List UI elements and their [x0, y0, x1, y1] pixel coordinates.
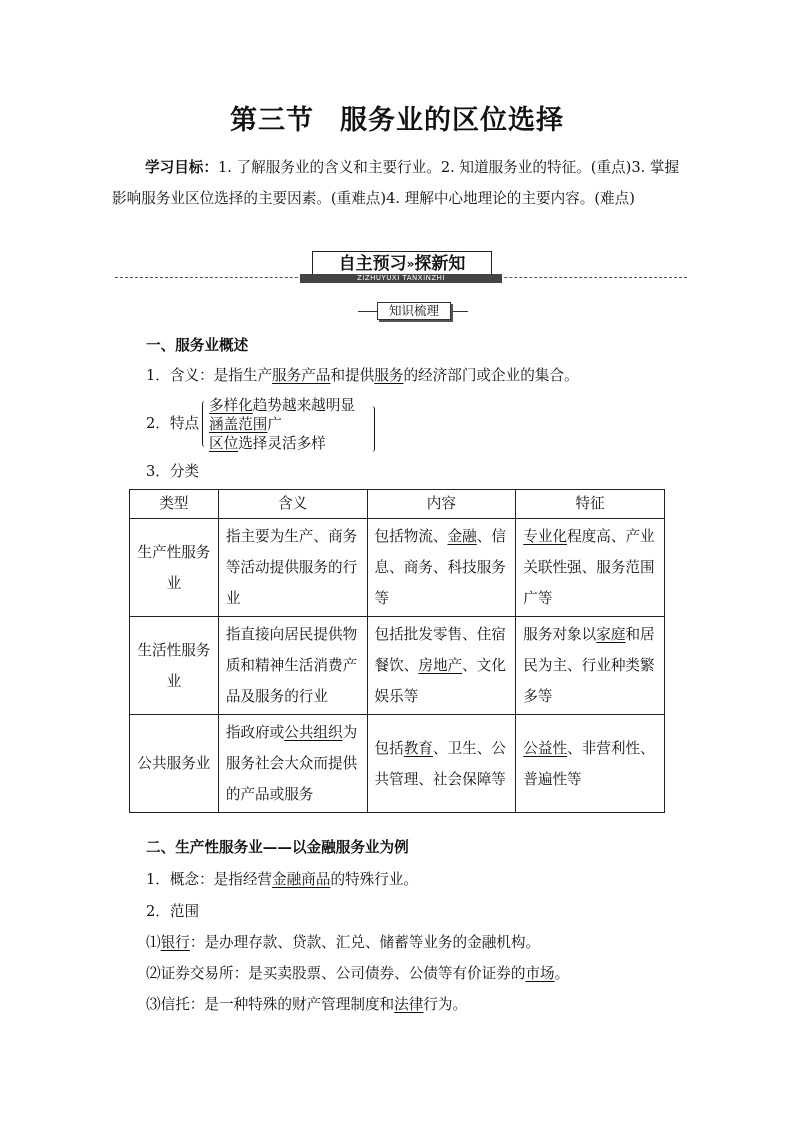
cell-type: 公共服务业 — [130, 715, 219, 813]
cell-feature — [516, 715, 665, 813]
range-label: 2．范围 — [146, 903, 200, 920]
range-num: ⑴ — [146, 934, 161, 951]
meaning-mid: 和提供 — [330, 367, 375, 384]
meaning-blank: 公共组织 — [284, 724, 343, 741]
meaning-post: 为服务社会大众而提供的产品或服务 — [225, 724, 358, 803]
feature-rest: 广 — [267, 416, 282, 433]
range-item-bank — [146, 931, 540, 952]
feature-pre: 服务对象以 — [523, 626, 597, 643]
objectives-label: 学习目标： — [145, 159, 218, 176]
classification-table — [129, 489, 665, 813]
objectives-text: 1. 了解服务业的含义和主要行业。2. 知道服务业的特征。(重点)3. 掌握影响服务业区位选择的主要因素。(重难点)4. 理解中心地理论的主要内容。(难点) — [112, 159, 680, 207]
range-item-exchange — [146, 962, 569, 983]
content-post: 、信息、商务、科技服务等 — [374, 528, 506, 607]
range-text: ⑵证券交易所：是买卖股票、公司债券、公债等有价证券的 — [146, 965, 526, 982]
cell-content — [367, 519, 516, 617]
double-arrow-icon: » — [406, 257, 415, 271]
feature-post: 、非营利性、普遍性等 — [523, 739, 655, 788]
section-label-text: 知识梳理 — [377, 302, 451, 320]
cell-type: 生产性服务业 — [130, 519, 219, 617]
left-brace — [202, 401, 209, 447]
header-meaning: 含义 — [218, 490, 367, 519]
features-label: 2．特点 — [146, 415, 200, 432]
header-content: 内容 — [367, 490, 516, 519]
feature-post: 和居民为主、行业种类繁多等 — [523, 626, 655, 705]
feature-blank: 区位 — [209, 435, 239, 452]
preview-banner — [115, 250, 687, 290]
feature-blank: 家庭 — [596, 626, 626, 643]
cell-feature — [516, 617, 665, 715]
learning-objectives — [112, 152, 684, 214]
section-title: 服务业的区位选择 — [340, 105, 564, 136]
cell-content — [367, 617, 516, 715]
meaning-blank-1: 服务产品 — [272, 367, 331, 384]
cell-content — [367, 715, 516, 813]
feature-blank: 公益性 — [523, 739, 568, 757]
content-blank: 金融 — [447, 528, 477, 545]
meaning-blank-2: 服务 — [374, 367, 404, 384]
heading-service-overview: 一、服务业概述 — [146, 337, 249, 354]
feature-rest: 选择灵活多样 — [238, 435, 326, 452]
cell-meaning: 指直接向居民提供物质和精神生活消费产品及服务的行业 — [218, 617, 367, 715]
content-post: 、卫生、公共管理、社会保障等 — [374, 739, 506, 788]
classification-label: 3．分类 — [146, 463, 200, 480]
content-post: 、文化娱乐等 — [374, 657, 506, 705]
content-blank: 教育 — [403, 739, 433, 757]
range-text: 。 — [554, 965, 570, 982]
feature-item — [209, 432, 326, 453]
feature-blank: 多样化 — [209, 397, 253, 414]
header-type: 类型 — [130, 490, 219, 519]
table-row — [130, 617, 665, 715]
concept-blank: 金融商品 — [272, 871, 331, 888]
feature-rest: 趋势越来越明显 — [252, 397, 355, 414]
meaning-pre: 1．含义：是指生产 — [146, 367, 273, 384]
cell-meaning — [218, 715, 367, 813]
cell-meaning: 指主要为生产、商务等活动提供服务的行业 — [218, 519, 367, 617]
table-row — [130, 519, 665, 617]
range-text: ⑶信托：是一种特殊的财产管理制度和 — [146, 996, 395, 1013]
feature-blank: 涵盖范围 — [209, 416, 268, 433]
range-text: ：是办理存款、贷款、汇兑、储蓄等业务的金融机构。 — [189, 934, 541, 951]
content-blank: 房地产 — [418, 657, 463, 674]
table-header-row — [130, 490, 665, 519]
range-blank: 法律 — [394, 996, 424, 1013]
cell-type: 生活性服务业 — [130, 617, 219, 715]
right-brace — [368, 406, 375, 452]
heading-producer-services: 二、生产性服务业——以金融服务业为例 — [146, 839, 409, 856]
features-block — [146, 394, 386, 454]
feature-item — [209, 394, 355, 415]
concept-pre: 1．概念：是指经营 — [146, 871, 273, 888]
feature-item — [209, 413, 282, 434]
content-pre: 包括 — [374, 739, 404, 757]
concept-line — [146, 868, 418, 889]
meaning-pre: 指政府或 — [225, 724, 285, 741]
meaning-post: 的经济部门或企业的集合。 — [403, 367, 579, 384]
section-number: 第三节 — [230, 105, 314, 136]
content-pre: 包括批发零售、住宿餐饮、 — [374, 626, 506, 674]
concept-post: 的特殊行业。 — [330, 871, 419, 888]
meaning-line — [146, 364, 579, 385]
banner-left-text: 自主预习 — [338, 254, 407, 274]
feature-blank: 专业化 — [523, 528, 568, 545]
range-text: 行为。 — [423, 996, 468, 1013]
table-row — [130, 715, 665, 813]
knowledge-section-label — [358, 302, 468, 320]
range-blank: 银行 — [160, 934, 190, 951]
range-blank: 市场 — [525, 965, 555, 982]
cell-feature — [516, 519, 665, 617]
banner-right-text: 探新知 — [414, 254, 466, 274]
banner-pinyin: ZIZHUYUXI TANXINZHI — [300, 274, 502, 283]
range-item-trust — [146, 993, 467, 1014]
page-title — [0, 98, 794, 137]
banner-title-box — [312, 251, 492, 276]
content-pre: 包括物流、 — [374, 528, 448, 545]
header-feature: 特征 — [516, 490, 665, 519]
feature-post: 程度高、产业关联性强、服务范围广等 — [523, 528, 655, 607]
